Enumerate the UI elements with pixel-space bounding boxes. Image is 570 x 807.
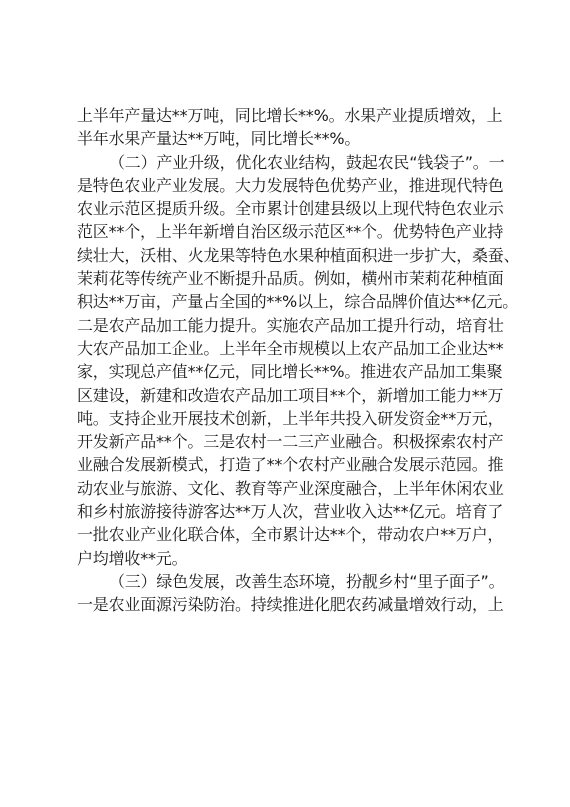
text-line: 二是农产品加工能力提升。实施农产品加工提升行动，培育壮 [77, 315, 504, 335]
text-line: 动农业与旅游、文化、教育等产业深度融合，上半年休闲农业 [77, 478, 504, 498]
text-line: 茉莉花等传统产业不断提升品质。例如，横州市茉莉花种植面 [77, 269, 504, 289]
section-heading-line: （二）产业升级，优化农业结构，鼓起农民“钱袋子”。一 [109, 152, 505, 172]
text-line: 范区**个，上半年新增自治区级示范区**个。优势特色产业持 [77, 222, 504, 242]
text-line: 一批农业产业化联合体，全市累计达**个，带动农户**万户， [77, 525, 504, 545]
text-line: 一是农业面源污染防治。持续推进化肥农药减量增效行动，上 [77, 595, 504, 615]
text-line: 是特色农业产业发展。大力发展特色优势产业，推进现代特色 [77, 175, 504, 195]
text-line: 和乡村旅游接待游客达**万人次，营业收入达**亿元。培育了 [77, 502, 504, 522]
section-heading-line: （三）绿色发展，改善生态环境，扮靓乡村“里子面子”。 [109, 571, 505, 591]
text-line: 业融合发展新模式，打造了**个农村产业融合发展示范园。推 [77, 455, 504, 475]
document-body [77, 104, 520, 617]
text-line: 家，实现总产值**亿元，同比增长**%。推进农产品加工集聚 [77, 362, 503, 382]
text-line: 户均增收**元。 [77, 548, 188, 568]
text-line: 吨。支持企业开展技术创新，上半年共投入研发资金**万元， [77, 408, 504, 428]
text-line: 积达**万亩，产量占全国的**%以上，综合品牌价值达**亿元。 [77, 292, 519, 312]
text-line: 开发新产品**个。三是农村一二三产业融合。积极探索农村产 [77, 432, 504, 452]
text-line: 大农产品加工企业。上半年全市规模以上农产品加工企业达** [77, 338, 504, 358]
text-line: 区建设，新建和改造农产品加工项目**个，新增加工能力**万 [77, 385, 504, 405]
text-line: 半年水果产量达**万吨，同比增长**%。 [77, 129, 361, 149]
text-line: 上半年产量达**万吨，同比增长**%。水果产业提质增效，上 [77, 106, 503, 125]
text-line: 续壮大，沃柑、火龙果等特色水果种植面积进一步扩大，桑蚕、 [77, 245, 520, 265]
text-line: 农业示范区提质升级。全市累计创建县级以上现代特色农业示 [77, 199, 504, 219]
